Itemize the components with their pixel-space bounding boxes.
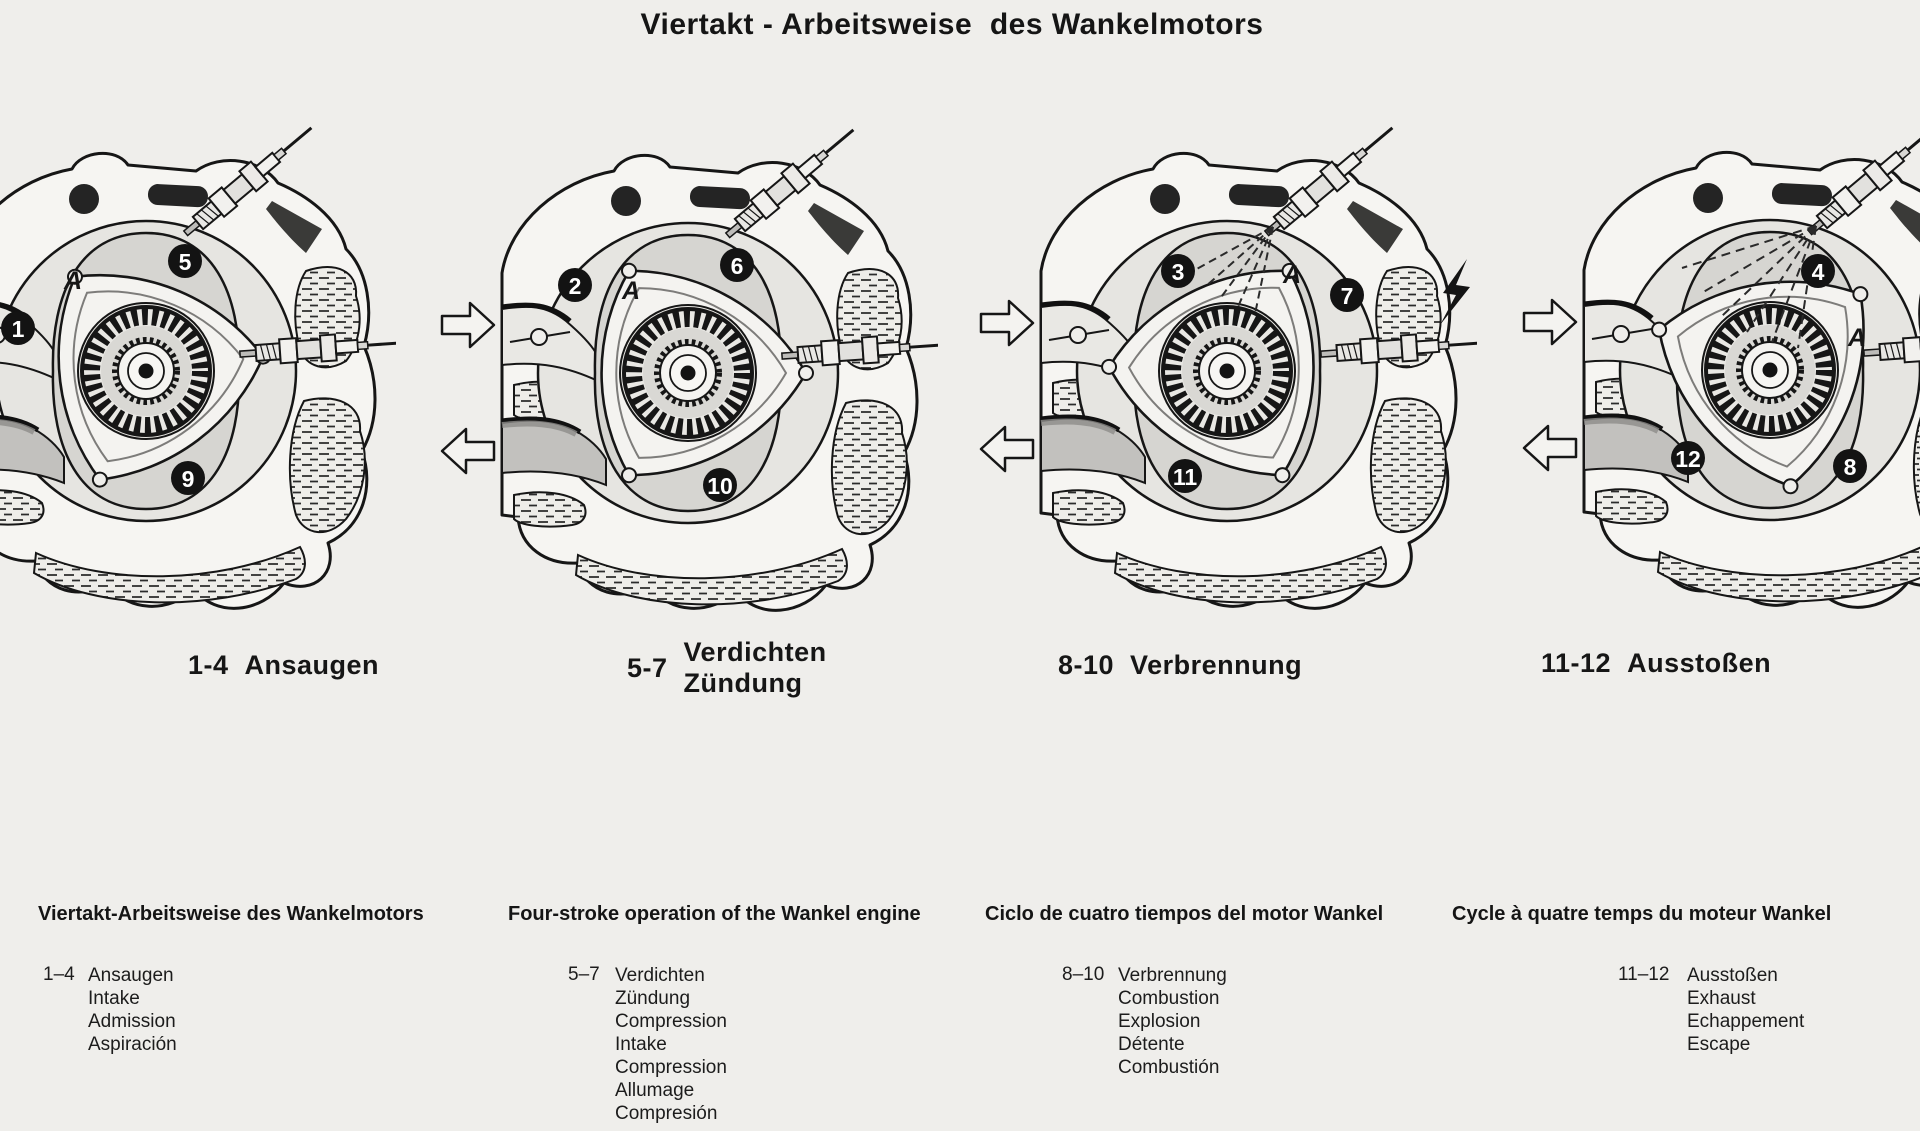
- stage-marker: [1801, 254, 1835, 288]
- legend-header-de: Viertakt-Arbeitsweise des Wankelmotors: [38, 903, 424, 925]
- engine-diagram-intake: [0, 121, 396, 621]
- svg-text:4: 4: [1811, 259, 1825, 285]
- stage-name: Ausstoßen: [1627, 648, 1772, 678]
- stage-marker: [1168, 459, 1202, 493]
- stage-name: Zündung: [683, 668, 803, 698]
- svg-text:2: 2: [568, 273, 582, 299]
- svg-text:7: 7: [1340, 283, 1354, 309]
- apex-label: A: [1282, 261, 1302, 289]
- stage-range: 8-10: [1058, 650, 1115, 680]
- legend-header-en: Four-stroke operation of the Wankel engine: [508, 903, 921, 925]
- stage-marker: [1, 311, 35, 345]
- legend-range: 5–7: [568, 964, 600, 985]
- svg-text:11: 11: [1172, 464, 1198, 490]
- engine-diagram-compression: [418, 123, 938, 623]
- flow-in-arrow: [1524, 300, 1576, 344]
- stage-range: 1-4: [188, 650, 229, 680]
- svg-text:6: 6: [730, 253, 744, 279]
- stage-marker: [168, 244, 202, 278]
- stage-name: Verbrennung: [1130, 650, 1303, 680]
- engine-diagram-combustion: [957, 121, 1477, 621]
- stage-caption-exhaust: [1541, 648, 1771, 679]
- stage-caption-combustion: [1058, 650, 1302, 681]
- stage-marker: [703, 468, 737, 502]
- stage-marker: [1161, 254, 1195, 288]
- apex-label: A: [63, 267, 83, 295]
- stage-marker: [171, 461, 205, 495]
- stage-name: Verdichten: [683, 637, 827, 667]
- apex-label: A: [621, 277, 641, 305]
- legend-terms: Ansaugen Intake Admission Aspiración: [88, 965, 177, 1055]
- svg-text:10: 10: [707, 473, 733, 499]
- svg-text:12: 12: [1675, 446, 1701, 472]
- stage-caption-intake: [188, 650, 379, 681]
- svg-text:1: 1: [11, 316, 25, 342]
- stage-marker: [1330, 278, 1364, 312]
- legend-header-fr: Cycle à quatre temps du moteur Wankel: [1452, 903, 1832, 925]
- apex-label: A: [1847, 324, 1867, 352]
- svg-text:3: 3: [1171, 259, 1185, 285]
- stage-range: 11-12: [1541, 648, 1612, 678]
- legend-range: 11–12: [1618, 964, 1670, 985]
- legend-range: 1–4: [43, 964, 75, 985]
- stage-marker: [558, 268, 592, 302]
- svg-text:5: 5: [178, 249, 192, 275]
- flow-in-arrow: [981, 301, 1033, 345]
- legend-terms: Verdichten Zündung Compression Intake Compression Allumage Compresión: [615, 965, 727, 1124]
- svg-text:9: 9: [181, 466, 195, 492]
- flow-out-arrow: [981, 427, 1033, 471]
- stage-marker: [1833, 449, 1867, 483]
- stage-marker: [1671, 441, 1705, 475]
- flow-out-arrow: [442, 429, 494, 473]
- svg-text:8: 8: [1843, 454, 1857, 480]
- engine-diagram-exhaust: [1500, 120, 1920, 620]
- flow-out-arrow: [1524, 426, 1576, 470]
- stage-range: 5-7: [627, 652, 668, 683]
- stage-caption-compression: [627, 637, 827, 699]
- legend-header-es: Ciclo de cuatro tiempos del motor Wankel: [985, 903, 1384, 925]
- legend-terms: Ausstoßen Exhaust Echappement Escape: [1687, 965, 1805, 1055]
- stage-name: Ansaugen: [244, 650, 380, 680]
- page-title: Viertakt - Arbeitsweise des Wankelmotors: [640, 8, 1264, 41]
- flow-in-arrow: [442, 303, 494, 347]
- legend-terms: Verbrennung Combustion Explosion Détente Combustión: [1118, 965, 1227, 1078]
- legend-range: 8–10: [1062, 964, 1105, 985]
- stage-marker: [720, 248, 754, 282]
